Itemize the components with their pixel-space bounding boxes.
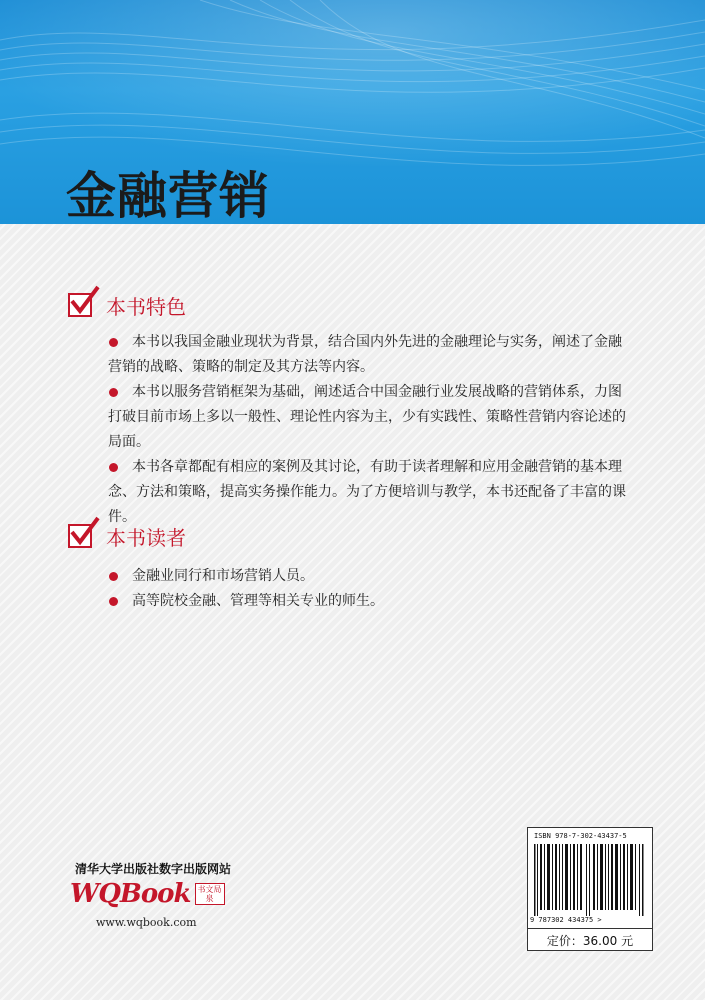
barcode-digits: 9 787302 434375 >: [530, 916, 602, 924]
bullet-icon: [109, 463, 118, 472]
list-item-text: 本书以我国金融业现状为背景，结合国内外先进的金融理论与实务，阐述了金融营销的战略、策略的制定及其方法等内容。: [108, 334, 622, 375]
list-item: [108, 455, 628, 530]
book-title: 金融营销: [66, 166, 270, 224]
header-banner: [0, 0, 705, 224]
list-item-text: 金融业同行和市场营销人员。: [132, 568, 314, 584]
barcode-icon: [534, 844, 646, 916]
publisher-name: 清华大学出版社数字出版网站: [75, 862, 232, 876]
checkmark-icon: [68, 524, 92, 548]
list-item: [108, 380, 628, 455]
checkmark-icon: [68, 293, 92, 317]
list-item: [108, 589, 628, 614]
bullet-icon: [109, 572, 118, 581]
publisher-logo: [70, 879, 225, 909]
list-item-text: 高等院校金融、管理等相关专业的师生。: [132, 593, 384, 609]
barcode-panel: [527, 827, 653, 951]
bullet-icon: [109, 597, 118, 606]
list-item: [108, 564, 628, 589]
bullet-icon: [109, 338, 118, 347]
features-heading: [68, 288, 186, 322]
list-item-text: 本书各章都配有相应的案例及其讨论，有助于读者理解和应用金融营销的基本理念、方法和策略，提高实务操作能力。为了方便培训与教学，本书还配备了丰富的课件。: [108, 459, 626, 525]
readers-heading: [68, 519, 186, 553]
features-title: 本书特色: [106, 294, 186, 319]
bullet-icon: [109, 388, 118, 397]
list-item-text: 本书以服务营销框架为基础，阐述适合中国金融行业发展战略的营销体系，力图打破目前市场上多以一般性、理论性内容为主，少有实践性、策略性营销内容论述的局面。: [108, 384, 626, 450]
features-list: [108, 330, 628, 530]
readers-list: [108, 564, 628, 614]
price-label: 定价：36.00 元: [528, 928, 652, 949]
list-item: [108, 330, 628, 380]
logo-badge: 书文局泉: [195, 883, 225, 905]
readers-title: 本书读者: [106, 525, 186, 550]
isbn-text: ISBN 978-7-302-43437-5: [534, 832, 627, 840]
publisher-website: www.wqbook.com: [96, 916, 197, 929]
logo-text: WQBook: [70, 879, 191, 909]
